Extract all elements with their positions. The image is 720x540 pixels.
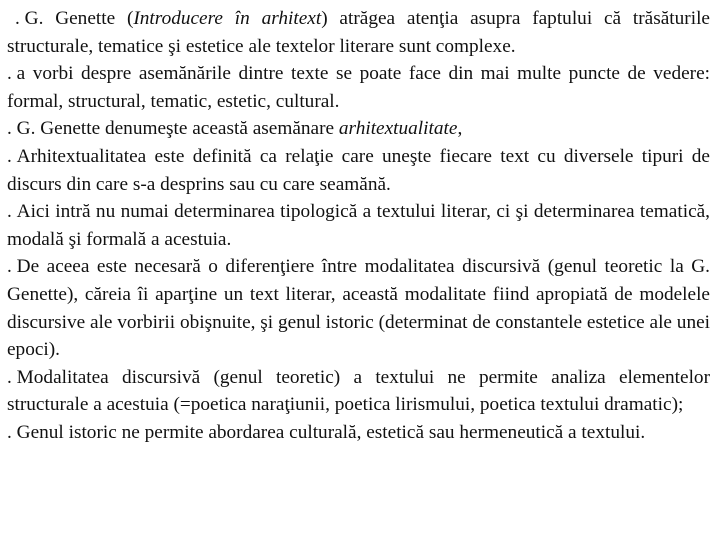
bullet-dot: .	[7, 256, 12, 278]
bullet-dot: .	[7, 201, 12, 223]
paragraph-text: Aici intră nu numai determinarea tipologică a textului literar, ci şi determinarea tematică, modală şi formală a acestuia.	[7, 201, 710, 250]
paragraph-text: ) atrăgea atenţia asupra faptului că trăsăturile structurale, tematice şi estetice ale textelor literare sunt complexe.	[7, 8, 710, 57]
book-title: Introducere în arhitext	[133, 8, 322, 29]
bullet-dot: .	[7, 421, 12, 443]
paragraph-typological-determination	[7, 198, 710, 253]
paragraph-architextuality-definition	[7, 143, 710, 198]
paragraph-discursive-modality	[7, 253, 710, 363]
bullet-dot: .	[7, 145, 12, 167]
bullet-dot: .	[7, 118, 12, 140]
paragraph-genette-introduction	[7, 5, 710, 60]
paragraph-text: G. Genette denumeşte această asemănare	[16, 118, 339, 140]
term-architextuality: arhitextualitate	[338, 118, 458, 140]
paragraph-similarities	[7, 60, 710, 115]
paragraph-text: a vorbi despre asemănările dintre texte se poate face din mai multe puncte de vedere: formal, structural, tematic, estetic, cultural.	[7, 63, 710, 112]
paragraph-text: Modalitatea discursivă (genul teoretic) a textului ne permite analiza elementelor structurale a acestuia (=poetica naraţiunii, poetica lirismului, poetica textului dramatic);	[7, 366, 710, 416]
bullet-dot: .	[7, 63, 12, 85]
paragraph-text: ,	[457, 118, 463, 140]
paragraph-theoretical-genre	[7, 364, 710, 419]
bullet-dot: .	[15, 8, 20, 29]
paragraph-text: G. Genette (	[24, 8, 134, 29]
paragraph-architextuality-term	[7, 115, 710, 143]
paragraph-historical-genre	[7, 419, 710, 447]
paragraph-text: Arhitextualitatea este definită ca relaţie care uneşte fiecare text cu diversele tipuri de discurs din care s-a desprins sau cu care seamănă.	[7, 145, 710, 195]
bullet-dot: .	[7, 366, 12, 388]
paragraph-text: De aceea este necesară o diferenţiere între modalitatea discursivă (genul teoretic la G. Genette), căreia îi aparţine un text literar, această modalitate fiind apropiată de modelele discursive ale vorbirii obişnuite, şi genul istoric (determinat de constantele estetice ale unei epoci).	[7, 256, 711, 361]
document-body	[7, 5, 710, 447]
paragraph-text: Genul istoric ne permite abordarea culturală, estetică sau hermeneutică a textului.	[16, 421, 646, 443]
